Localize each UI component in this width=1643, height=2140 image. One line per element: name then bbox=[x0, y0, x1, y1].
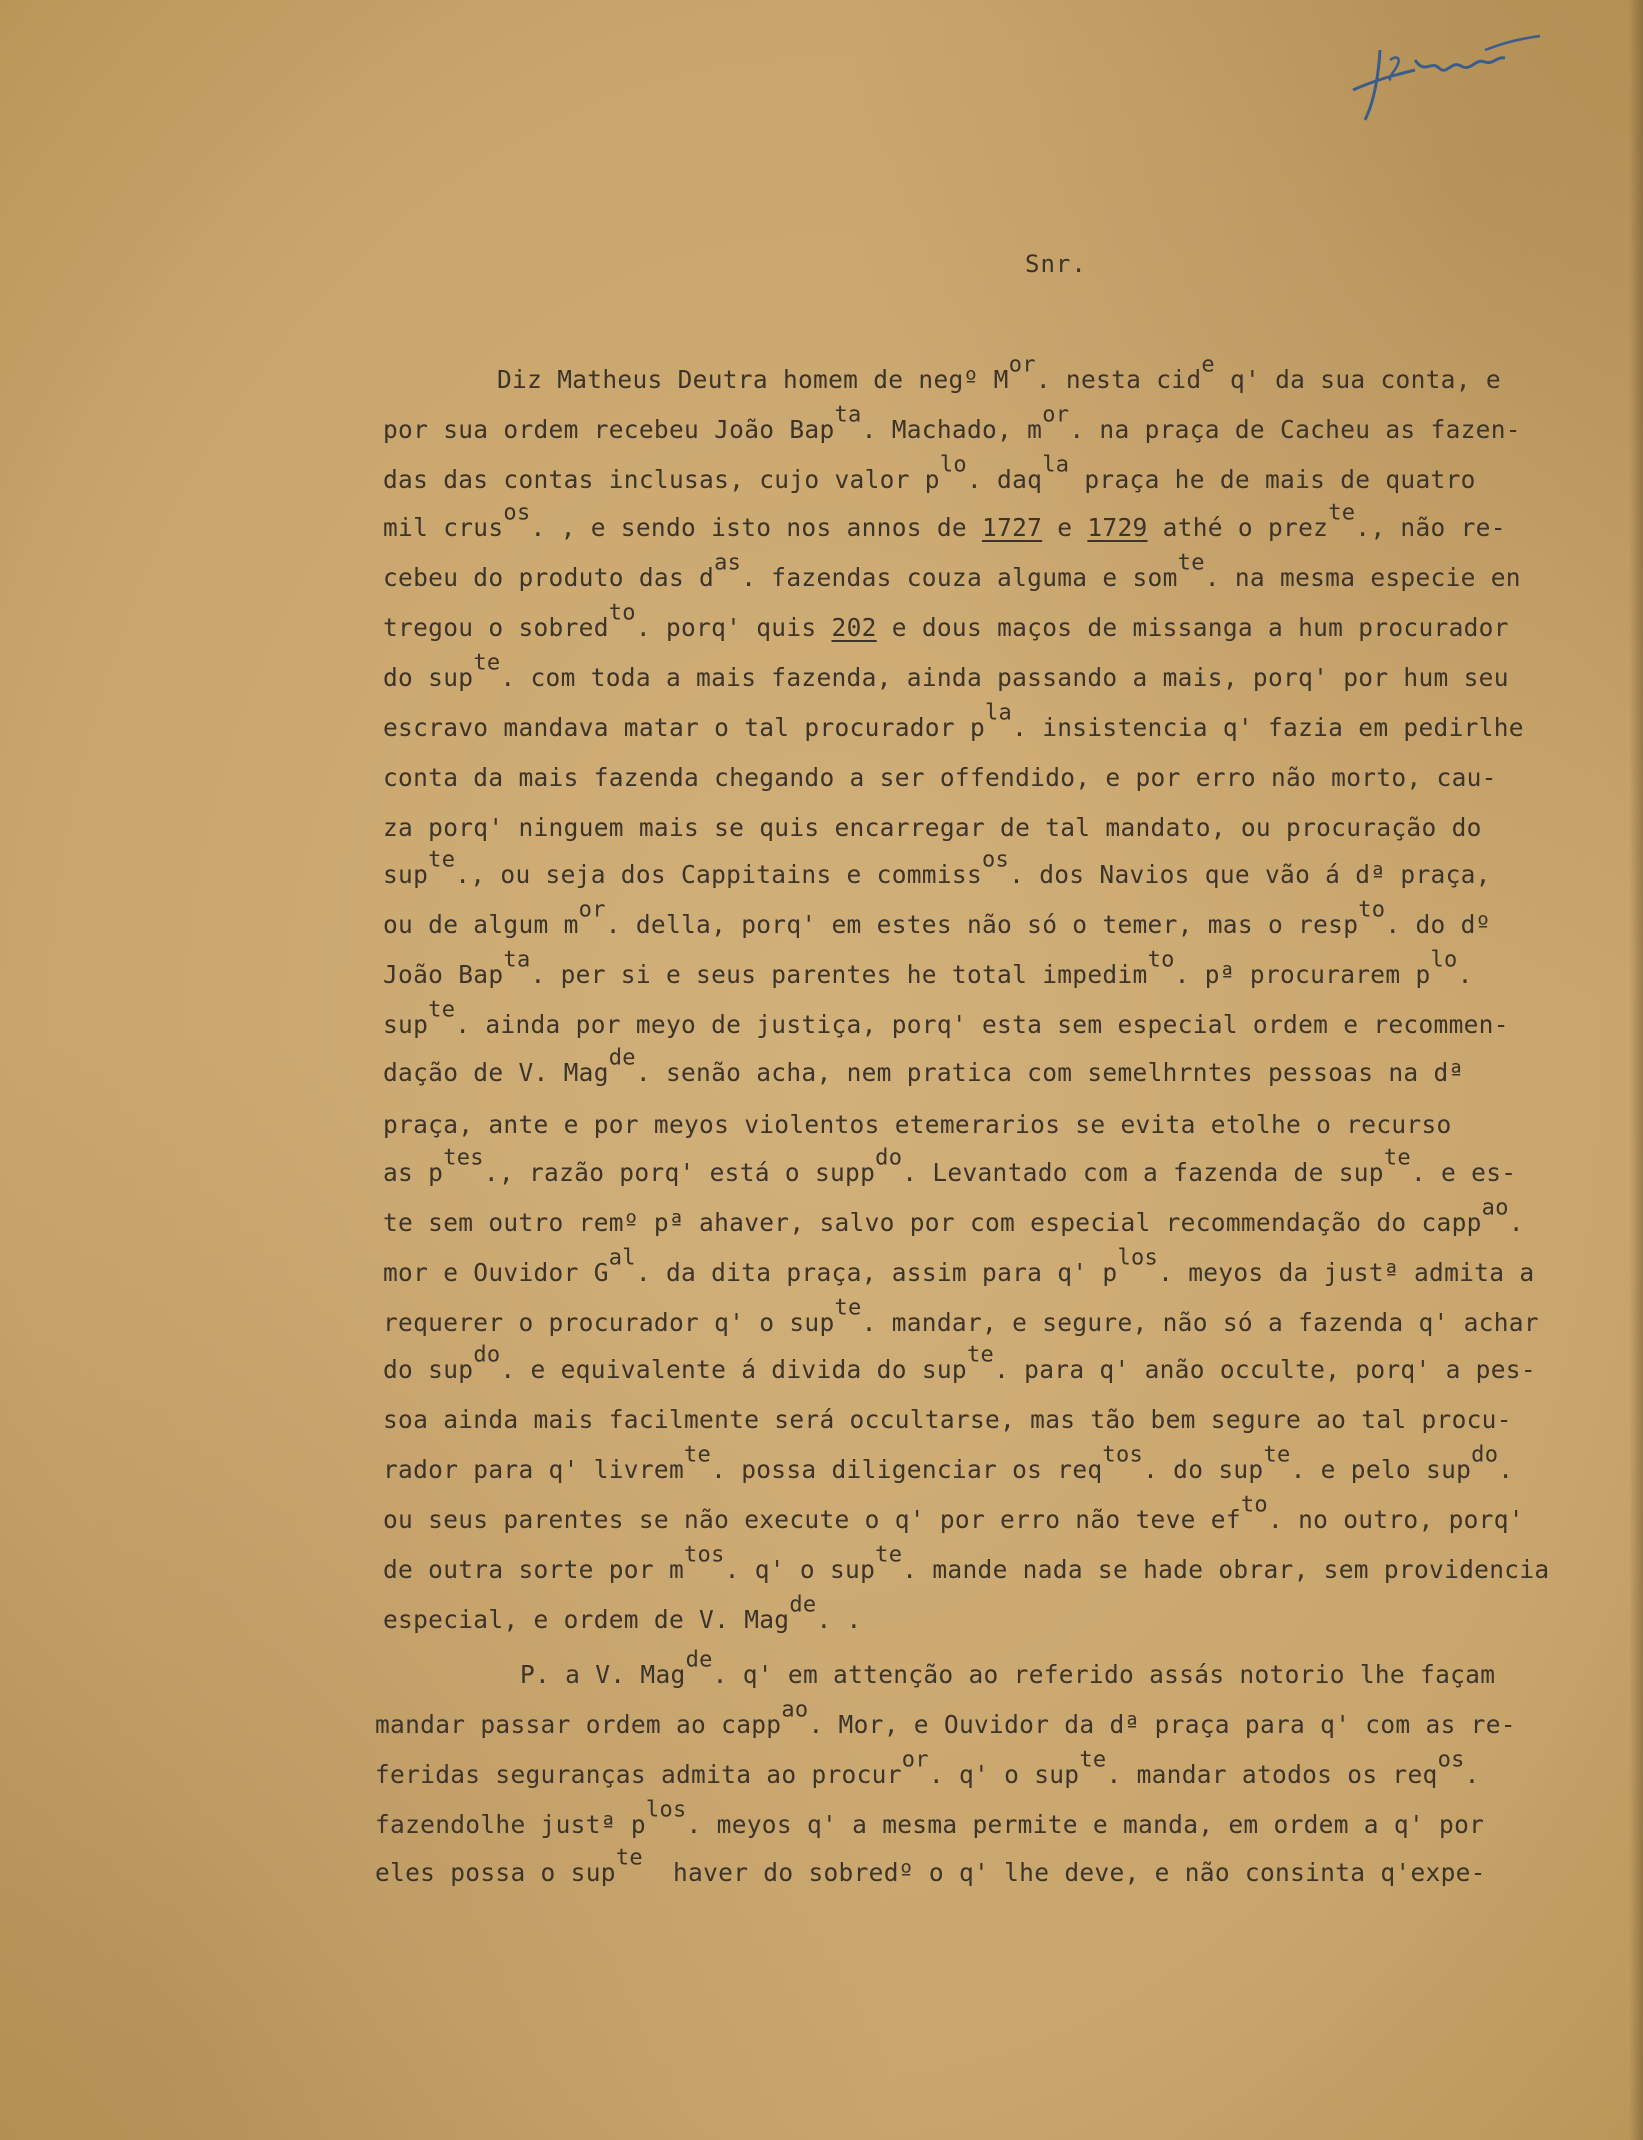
text-line: conta da mais fazenda chegando a ser offendido, e por erro não morto, cau- bbox=[383, 763, 1497, 792]
text-line: mil crus$^{os}$. , e sendo isto nos annos de 1727 e 1729 athé o prez$^{te}$., não re- bbox=[383, 500, 1506, 542]
text-line: ou seus parentes se não execute o q' por erro não teve $ef^{to}$. no outro, porq' bbox=[383, 1492, 1524, 1534]
text-line: dação de V. Mag$^{de}$. senão acha, nem pratica com semelhrntes pessoas na dª bbox=[383, 1045, 1464, 1087]
text-line: Diz Matheus Deutra homem de negº $M^{or}$. nesta cid$^e$ q' da sua conta, e bbox=[497, 352, 1501, 394]
text-line: especial, e ordem de V. Mag$^{de}$. . bbox=[383, 1592, 862, 1634]
handwritten-signature bbox=[1335, 20, 1555, 130]
text-line: P. a V. Mag$^{de}$. q' em attenção ao referido assás notorio lhe façam bbox=[520, 1647, 1496, 1689]
text-line: das das contas inclusas, cujo valor $p^{lo}$. daq$^{la}$ praça he de mais de quatro bbox=[383, 452, 1476, 494]
text-line: soa ainda mais facilmente será occultarse, mas tão bem segure ao tal procu- bbox=[383, 1405, 1512, 1434]
text-line: as $p^{tes}$., razão porq' está o supp$^{do}$. Levantado com a fazenda de sup$^{te}$. e es- bbox=[383, 1145, 1517, 1187]
text-line: mandar passar ordem ao capp$^{ao}$. Mor, e Ouvidor da dª praça para q' com as re- bbox=[375, 1697, 1516, 1739]
text-line: mor e Ouvidor $G^{al}$. da dita praça, assim para q' $p^{los}$. meyos da justª admita a bbox=[383, 1245, 1535, 1287]
text-line: praça, ante e por meyos violentos etemerarios se evita etolhe o recurso bbox=[383, 1110, 1452, 1139]
text-line: por sua ordem recebeu João Bap$^{ta}$. Machado, $m^{or}$. na praça de Cacheu as fazen- bbox=[383, 402, 1521, 444]
document-heading: Snr. bbox=[1025, 250, 1087, 278]
text-line: eles possa o sup$^{te}$ haver do sobredº o q' lhe deve, e não consinta q'expe- bbox=[375, 1845, 1486, 1887]
text-line: rador para q' livrem$^{te}$. possa diligenciar os req$^{tos}$. do sup$^{te}$. e pelo sup$^{do}$. bbox=[383, 1442, 1514, 1484]
text-line: de outra sorte por $m^{tos}$. q' o sup$^{te}$. mande nada se hade obrar, sem providencia bbox=[383, 1542, 1550, 1584]
text-line: requerer o procurador q' o sup$^{te}$. mandar, e segure, não só a fazenda q' achar bbox=[383, 1295, 1539, 1337]
text-line: do sup$^{do}$. e equivalente á divida do sup$^{te}$. para q' anão occulte, porq' a pes- bbox=[383, 1342, 1536, 1384]
text-line: sup$^{te}$., ou seja dos Cappitains e commiss$^{os}$. dos Navios que vão á dª praça, bbox=[383, 847, 1491, 889]
text-line: ou de algum $m^{or}$. della, porq' em estes não só o temer, mas o resp$^{to}$. do dº bbox=[383, 897, 1491, 939]
text-line: do sup$^{te}$. com toda a mais fazenda, ainda passando a mais, porq' por hum seu bbox=[383, 650, 1509, 692]
text-line: fazendolhe justª $p^{los}$. meyos q' a mesma permite e manda, em ordem a q' por bbox=[375, 1797, 1485, 1839]
text-line: escravo mandava matar o tal procurador $p^{la}$. insistencia q' fazia em pedirlhe bbox=[383, 700, 1524, 742]
text-line: te sem outro remº pª ahaver, salvo por com especial recommendação do capp$^{ao}$. bbox=[383, 1195, 1524, 1237]
page-edge-shadow bbox=[1629, 0, 1643, 2140]
text-line: João Bap$^{ta}$. per si e seus parentes he total impedim$^{to}$. pª procurarem $p^{lo}$. bbox=[383, 947, 1473, 989]
text-line: feridas seguranças admita ao procur$^{or}$. q' o sup$^{te}$. mandar atodos os req$^{os}$. bbox=[375, 1747, 1480, 1789]
text-line: cebeu do produto das $d^{as}$. fazendas couza alguma e som$^{te}$. na mesma especie en bbox=[383, 550, 1521, 592]
text-line: tregou o sobred$^{to}$. porq' quis 202 e dous maços de missanga a hum procurador bbox=[383, 600, 1509, 642]
text-line: za porq' ninguem mais se quis encarregar de tal mandato, ou procuração do bbox=[383, 813, 1482, 842]
text-line: sup$^{te}$. ainda por meyo de justiça, porq' esta sem especial ordem e recommen- bbox=[383, 997, 1509, 1039]
